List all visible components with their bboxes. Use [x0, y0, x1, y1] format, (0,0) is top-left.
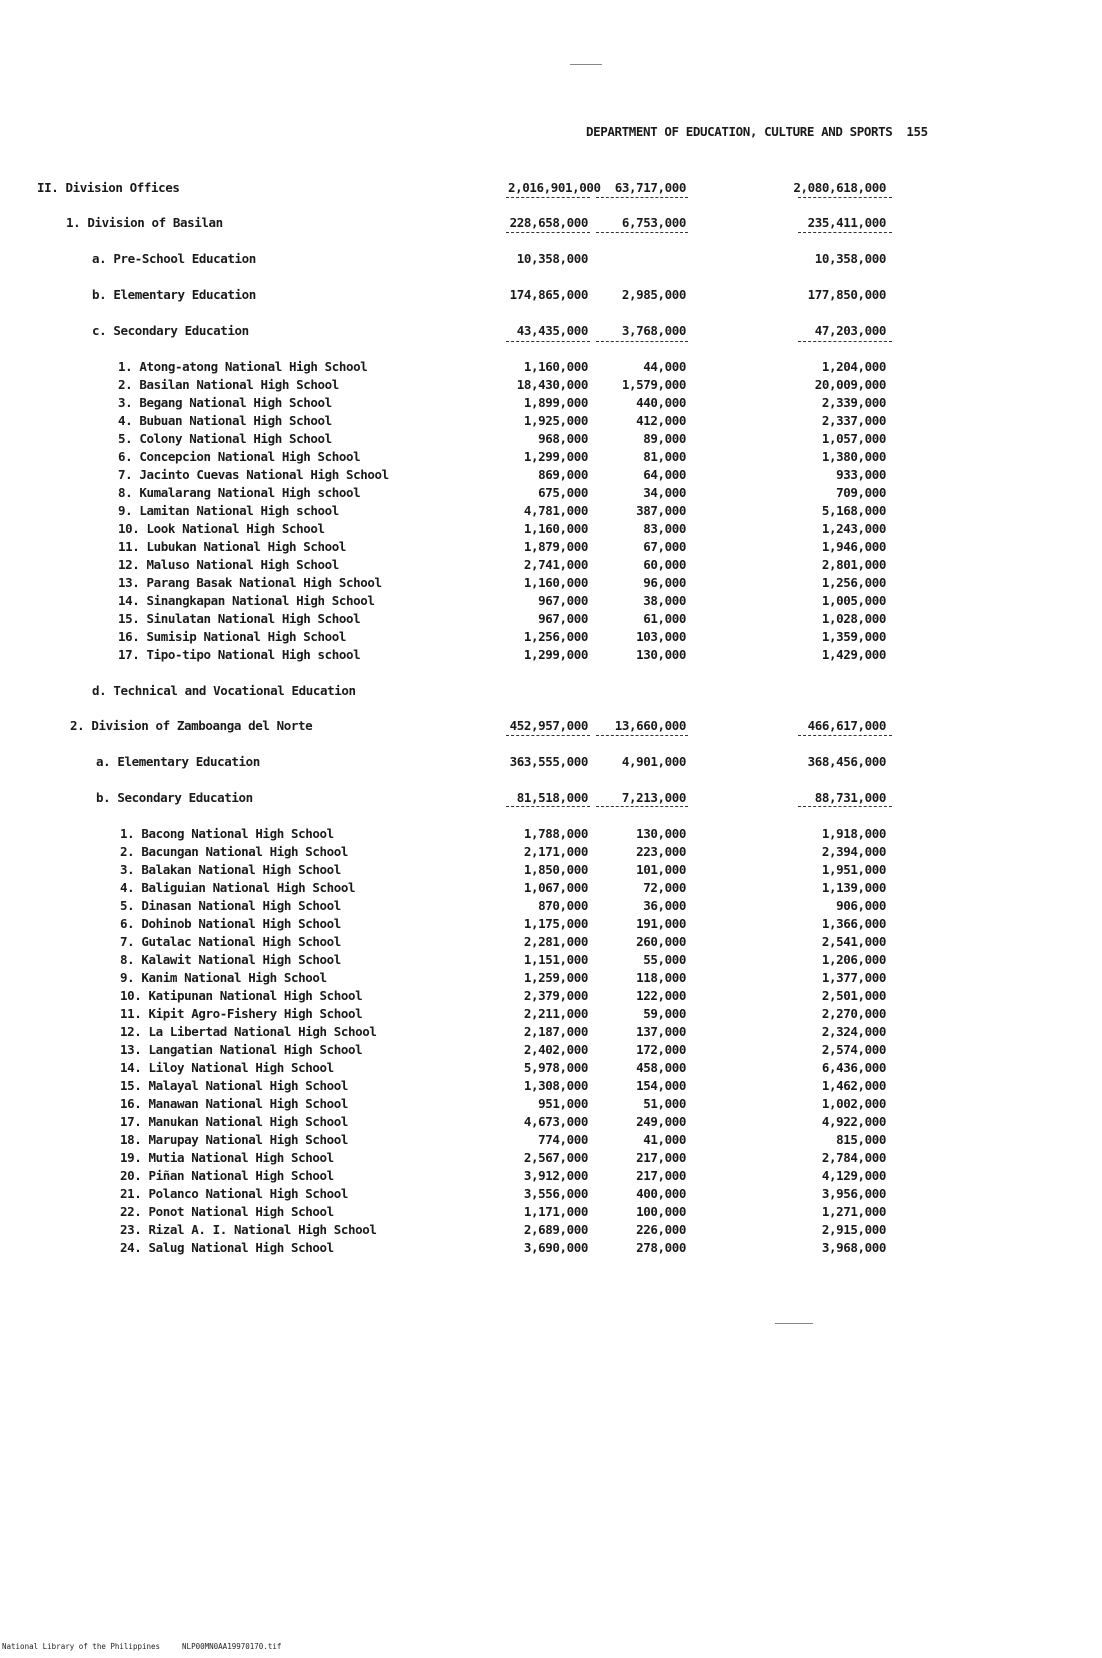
amount-col1: 774,000	[538, 1132, 588, 1147]
amount-col1: 1,256,000	[523, 629, 588, 644]
table-row	[0, 485, 1102, 503]
amount-col1: 1,067,000	[523, 880, 588, 895]
row-label: b. Secondary Education	[96, 790, 253, 805]
amount-total: 2,541,000	[821, 934, 886, 949]
amount-col1: 3,912,000	[523, 1168, 588, 1183]
amount-col2: 217,000	[636, 1168, 686, 1183]
table-row	[0, 1240, 1102, 1258]
table-row	[0, 952, 1102, 970]
table-row	[0, 449, 1102, 467]
amount-col2: 72,000	[643, 880, 686, 895]
amount-total: 2,394,000	[821, 844, 886, 859]
amount-col1: 2,016,901,000	[508, 180, 601, 195]
row-label: b. Elementary Education	[92, 287, 256, 302]
row-label: 14. Liloy National High School	[120, 1060, 334, 1075]
table-row	[0, 521, 1102, 539]
subtotal-rule	[798, 806, 892, 807]
amount-col2: 278,000	[636, 1240, 686, 1255]
amount-col1: 43,435,000	[516, 323, 588, 338]
amount-total: 1,002,000	[821, 1096, 886, 1111]
amount-col1: 1,160,000	[523, 359, 588, 374]
row-label: 3. Begang National High School	[118, 395, 332, 410]
amount-col1: 1,160,000	[523, 521, 588, 536]
amount-total: 1,204,000	[821, 359, 886, 374]
amount-col1: 18,430,000	[516, 377, 588, 392]
table-row	[0, 844, 1102, 862]
row-label: 5. Dinasan National High School	[120, 898, 341, 913]
row-label: 5. Colony National High School	[118, 431, 332, 446]
amount-col2: 412,000	[636, 413, 686, 428]
table-row	[0, 826, 1102, 844]
scan-footer	[2, 1642, 303, 1651]
table-row	[0, 467, 1102, 485]
amount-total: 1,206,000	[821, 952, 886, 967]
table-row	[0, 1150, 1102, 1168]
amount-col2: 191,000	[636, 916, 686, 931]
amount-col1: 1,151,000	[523, 952, 588, 967]
amount-total: 1,951,000	[821, 862, 886, 877]
table-row	[0, 431, 1102, 449]
amount-total: 1,256,000	[821, 575, 886, 590]
row-label: 15. Sinulatan National High School	[118, 611, 361, 626]
amount-total: 1,057,000	[821, 431, 886, 446]
amount-col2: 96,000	[643, 575, 686, 590]
row-label: 18. Marupay National High School	[120, 1132, 349, 1147]
amount-total: 368,456,000	[807, 754, 886, 769]
amount-total: 1,380,000	[821, 449, 886, 464]
row-label: 14. Sinangkapan National High School	[118, 593, 375, 608]
row-label: 7. Jacinto Cuevas National High School	[118, 467, 389, 482]
table-row	[0, 593, 1102, 611]
amount-col2: 103,000	[636, 629, 686, 644]
amount-col1: 1,299,000	[523, 647, 588, 662]
amount-col2: 61,000	[643, 611, 686, 626]
amount-total: 6,436,000	[821, 1060, 886, 1075]
row-label: 17. Tipo-tipo National High school	[118, 647, 361, 662]
row-label: 10. Katipunan National High School	[120, 988, 363, 1003]
subtotal-rule	[596, 735, 688, 736]
table-row	[0, 683, 1102, 701]
amount-total: 2,337,000	[821, 413, 886, 428]
subtotal-rule	[798, 735, 892, 736]
amount-col2: 440,000	[636, 395, 686, 410]
row-label: 17. Manukan National High School	[120, 1114, 349, 1129]
amount-col1: 3,690,000	[523, 1240, 588, 1255]
row-label: 20. Piñan National High School	[120, 1168, 334, 1183]
amount-col2: 1,579,000	[621, 377, 686, 392]
amount-col2: 63,717,000	[614, 180, 686, 195]
amount-total: 815,000	[836, 1132, 886, 1147]
row-label: 6. Dohinob National High School	[120, 916, 341, 931]
amount-total: 2,801,000	[821, 557, 886, 572]
amount-col2: 223,000	[636, 844, 686, 859]
table-row	[0, 647, 1102, 665]
row-label: 8. Kalawit National High School	[120, 952, 341, 967]
amount-col1: 2,379,000	[523, 988, 588, 1003]
row-label: 6. Concepcion National High School	[118, 449, 361, 464]
amount-col2: 226,000	[636, 1222, 686, 1237]
row-label: 2. Basilan National High School	[118, 377, 339, 392]
amount-total: 1,359,000	[821, 629, 886, 644]
amount-col2: 41,000	[643, 1132, 686, 1147]
row-label: a. Elementary Education	[96, 754, 260, 769]
amount-col2: 36,000	[643, 898, 686, 913]
amount-col2: 6,753,000	[621, 215, 686, 230]
amount-col1: 2,211,000	[523, 1006, 588, 1021]
amount-total: 88,731,000	[814, 790, 886, 805]
amount-col1: 2,187,000	[523, 1024, 588, 1039]
table-row	[0, 575, 1102, 593]
row-label: 19. Mutia National High School	[120, 1150, 334, 1165]
row-label: 1. Bacong National High School	[120, 826, 334, 841]
amount-total: 2,915,000	[821, 1222, 886, 1237]
amount-col2: 13,660,000	[614, 718, 686, 733]
amount-total: 1,271,000	[821, 1204, 886, 1219]
row-label: 10. Look National High School	[118, 521, 325, 536]
amount-col2: 83,000	[643, 521, 686, 536]
row-label: 4. Baliguian National High School	[120, 880, 356, 895]
amount-total: 20,009,000	[814, 377, 886, 392]
amount-col2: 3,768,000	[621, 323, 686, 338]
amount-col1: 2,741,000	[523, 557, 588, 572]
amount-col1: 1,175,000	[523, 916, 588, 931]
amount-col2: 458,000	[636, 1060, 686, 1075]
amount-col2: 60,000	[643, 557, 686, 572]
row-label: 12. Maluso National High School	[118, 557, 339, 572]
row-label: 4. Bubuan National High School	[118, 413, 332, 428]
table-row	[0, 1186, 1102, 1204]
amount-col1: 4,781,000	[523, 503, 588, 518]
table-row	[0, 898, 1102, 916]
amount-col1: 228,658,000	[509, 215, 588, 230]
row-label: a. Pre-School Education	[92, 251, 256, 266]
amount-col2: 260,000	[636, 934, 686, 949]
amount-col2: 34,000	[643, 485, 686, 500]
row-label: 12. La Libertad National High School	[120, 1024, 377, 1039]
row-label: 7. Gutalac National High School	[120, 934, 341, 949]
amount-total: 5,168,000	[821, 503, 886, 518]
amount-col1: 2,402,000	[523, 1042, 588, 1057]
amount-total: 466,617,000	[807, 718, 886, 733]
amount-col1: 1,259,000	[523, 970, 588, 985]
table-row	[0, 539, 1102, 557]
table-row	[0, 862, 1102, 880]
amount-total: 1,462,000	[821, 1078, 886, 1093]
amount-total: 2,339,000	[821, 395, 886, 410]
table-row	[0, 1006, 1102, 1024]
amount-total: 933,000	[836, 467, 886, 482]
footer-library: National Library of the Philippines	[2, 1642, 161, 1651]
subtotal-rule	[506, 341, 590, 342]
amount-col1: 4,673,000	[523, 1114, 588, 1129]
row-label: 8. Kumalarang National High school	[118, 485, 361, 500]
amount-col1: 1,879,000	[523, 539, 588, 554]
row-label: c. Secondary Education	[92, 323, 249, 338]
row-label: 16. Manawan National High School	[120, 1096, 349, 1111]
table-row	[0, 988, 1102, 1006]
amount-col1: 967,000	[538, 611, 588, 626]
row-label: II. Division Offices	[37, 180, 180, 195]
subtotal-rule	[596, 341, 688, 342]
amount-total: 1,946,000	[821, 539, 886, 554]
row-label: 9. Lamitan National High school	[118, 503, 339, 518]
table-row	[0, 413, 1102, 431]
amount-col1: 1,850,000	[523, 862, 588, 877]
amount-col1: 1,899,000	[523, 395, 588, 410]
amount-total: 177,850,000	[807, 287, 886, 302]
amount-total: 47,203,000	[814, 323, 886, 338]
amount-total: 1,366,000	[821, 916, 886, 931]
amount-col2: 172,000	[636, 1042, 686, 1057]
table-row	[0, 1204, 1102, 1222]
amount-col1: 2,689,000	[523, 1222, 588, 1237]
amount-total: 1,429,000	[821, 647, 886, 662]
subtotal-rule	[506, 232, 590, 233]
subtotal-rule	[798, 197, 892, 198]
amount-col1: 2,281,000	[523, 934, 588, 949]
scan-mark	[570, 64, 602, 65]
table-row	[0, 557, 1102, 575]
amount-col1: 363,555,000	[509, 754, 588, 769]
amount-total: 2,270,000	[821, 1006, 886, 1021]
table-row	[0, 395, 1102, 413]
amount-col1: 967,000	[538, 593, 588, 608]
row-label: 11. Kipit Agro-Fishery High School	[120, 1006, 363, 1021]
amount-col1: 968,000	[538, 431, 588, 446]
row-label: d. Technical and Vocational Education	[92, 683, 356, 698]
amount-total: 2,501,000	[821, 988, 886, 1003]
table-row	[0, 1168, 1102, 1186]
table-row	[0, 916, 1102, 934]
footer-file-id: NLP00MN0AA19970170.tif	[182, 1642, 282, 1651]
row-label: 1. Atong-atong National High School	[118, 359, 368, 374]
scan-mark	[775, 1323, 813, 1324]
amount-col1: 452,957,000	[509, 718, 588, 733]
amount-col2: 38,000	[643, 593, 686, 608]
row-label: 2. Division of Zamboanga del Norte	[70, 718, 313, 733]
amount-col2: 64,000	[643, 467, 686, 482]
amount-total: 1,918,000	[821, 826, 886, 841]
page-header	[586, 124, 928, 139]
amount-col2: 44,000	[643, 359, 686, 374]
amount-col2: 7,213,000	[621, 790, 686, 805]
amount-total: 2,574,000	[821, 1042, 886, 1057]
row-label: 11. Lubukan National High School	[118, 539, 347, 554]
amount-total: 2,324,000	[821, 1024, 886, 1039]
table-row	[0, 1078, 1102, 1096]
subtotal-rule	[798, 341, 892, 342]
amount-col1: 81,518,000	[516, 790, 588, 805]
amount-col2: 81,000	[643, 449, 686, 464]
row-label: 24. Salug National High School	[120, 1240, 334, 1255]
amount-col2: 59,000	[643, 1006, 686, 1021]
table-row	[0, 1096, 1102, 1114]
row-label: 15. Malayal National High School	[120, 1078, 349, 1093]
amount-col1: 1,788,000	[523, 826, 588, 841]
table-row	[0, 754, 1102, 772]
amount-total: 906,000	[836, 898, 886, 913]
amount-col1: 870,000	[538, 898, 588, 913]
amount-total: 1,377,000	[821, 970, 886, 985]
amount-col2: 217,000	[636, 1150, 686, 1165]
amount-col1: 3,556,000	[523, 1186, 588, 1201]
amount-total: 3,956,000	[821, 1186, 886, 1201]
table-row	[0, 1042, 1102, 1060]
subtotal-rule	[506, 806, 590, 807]
header-title: DEPARTMENT OF EDUCATION, CULTURE AND SPORTS	[586, 124, 893, 139]
table-row	[0, 1132, 1102, 1150]
amount-total: 1,005,000	[821, 593, 886, 608]
table-row	[0, 880, 1102, 898]
table-row	[0, 180, 1102, 198]
amount-col1: 869,000	[538, 467, 588, 482]
table-row	[0, 359, 1102, 377]
amount-col2: 2,985,000	[621, 287, 686, 302]
row-label: 2. Bacungan National High School	[120, 844, 349, 859]
row-label: 13. Langatian National High School	[120, 1042, 363, 1057]
table-row	[0, 503, 1102, 521]
row-label: 23. Rizal A. I. National High School	[120, 1222, 377, 1237]
row-label: 21. Polanco National High School	[120, 1186, 349, 1201]
amount-col1: 10,358,000	[516, 251, 588, 266]
amount-total: 709,000	[836, 485, 886, 500]
amount-col2: 249,000	[636, 1114, 686, 1129]
amount-col2: 4,901,000	[621, 754, 686, 769]
amount-total: 4,922,000	[821, 1114, 886, 1129]
amount-total: 2,080,618,000	[793, 180, 886, 195]
amount-col1: 1,171,000	[523, 1204, 588, 1219]
amount-col1: 1,160,000	[523, 575, 588, 590]
row-label: 16. Sumisip National High School	[118, 629, 347, 644]
subtotal-rule	[506, 735, 590, 736]
amount-col1: 1,299,000	[523, 449, 588, 464]
table-row	[0, 251, 1102, 269]
table-row	[0, 1222, 1102, 1240]
amount-total: 1,028,000	[821, 611, 886, 626]
row-label: 1. Division of Basilan	[66, 215, 223, 230]
amount-col2: 89,000	[643, 431, 686, 446]
amount-total: 10,358,000	[814, 251, 886, 266]
amount-col2: 137,000	[636, 1024, 686, 1039]
amount-col2: 130,000	[636, 826, 686, 841]
amount-col2: 51,000	[643, 1096, 686, 1111]
amount-col2: 101,000	[636, 862, 686, 877]
table-row	[0, 934, 1102, 952]
amount-col2: 100,000	[636, 1204, 686, 1219]
subtotal-rule	[596, 197, 688, 198]
table-row	[0, 970, 1102, 988]
amount-total: 1,139,000	[821, 880, 886, 895]
amount-total: 2,784,000	[821, 1150, 886, 1165]
table-row	[0, 1114, 1102, 1132]
table-row	[0, 323, 1102, 341]
table-row	[0, 629, 1102, 647]
amount-col2: 118,000	[636, 970, 686, 985]
page-number: 155	[906, 124, 928, 139]
table-row	[0, 718, 1102, 736]
amount-col2: 130,000	[636, 647, 686, 662]
row-label: 13. Parang Basak National High School	[118, 575, 382, 590]
subtotal-rule	[506, 197, 590, 198]
amount-total: 235,411,000	[807, 215, 886, 230]
amount-total: 1,243,000	[821, 521, 886, 536]
amount-col1: 174,865,000	[509, 287, 588, 302]
amount-col2: 67,000	[643, 539, 686, 554]
amount-col1: 2,171,000	[523, 844, 588, 859]
amount-col2: 154,000	[636, 1078, 686, 1093]
table-row	[0, 1024, 1102, 1042]
amount-col1: 1,308,000	[523, 1078, 588, 1093]
row-label: 22. Ponot National High School	[120, 1204, 334, 1219]
row-label: 3. Balakan National High School	[120, 862, 341, 877]
subtotal-rule	[596, 232, 688, 233]
amount-col1: 951,000	[538, 1096, 588, 1111]
amount-col1: 1,925,000	[523, 413, 588, 428]
amount-col1: 675,000	[538, 485, 588, 500]
subtotal-rule	[798, 232, 892, 233]
table-row	[0, 1060, 1102, 1078]
table-row	[0, 215, 1102, 233]
amount-col2: 400,000	[636, 1186, 686, 1201]
amount-total: 4,129,000	[821, 1168, 886, 1183]
table-row	[0, 287, 1102, 305]
row-label: 9. Kanim National High School	[120, 970, 327, 985]
subtotal-rule	[596, 806, 688, 807]
table-row	[0, 611, 1102, 629]
table-row	[0, 377, 1102, 395]
amount-col2: 387,000	[636, 503, 686, 518]
amount-col2: 122,000	[636, 988, 686, 1003]
amount-col1: 5,978,000	[523, 1060, 588, 1075]
amount-col2: 55,000	[643, 952, 686, 967]
amount-total: 3,968,000	[821, 1240, 886, 1255]
amount-col1: 2,567,000	[523, 1150, 588, 1165]
